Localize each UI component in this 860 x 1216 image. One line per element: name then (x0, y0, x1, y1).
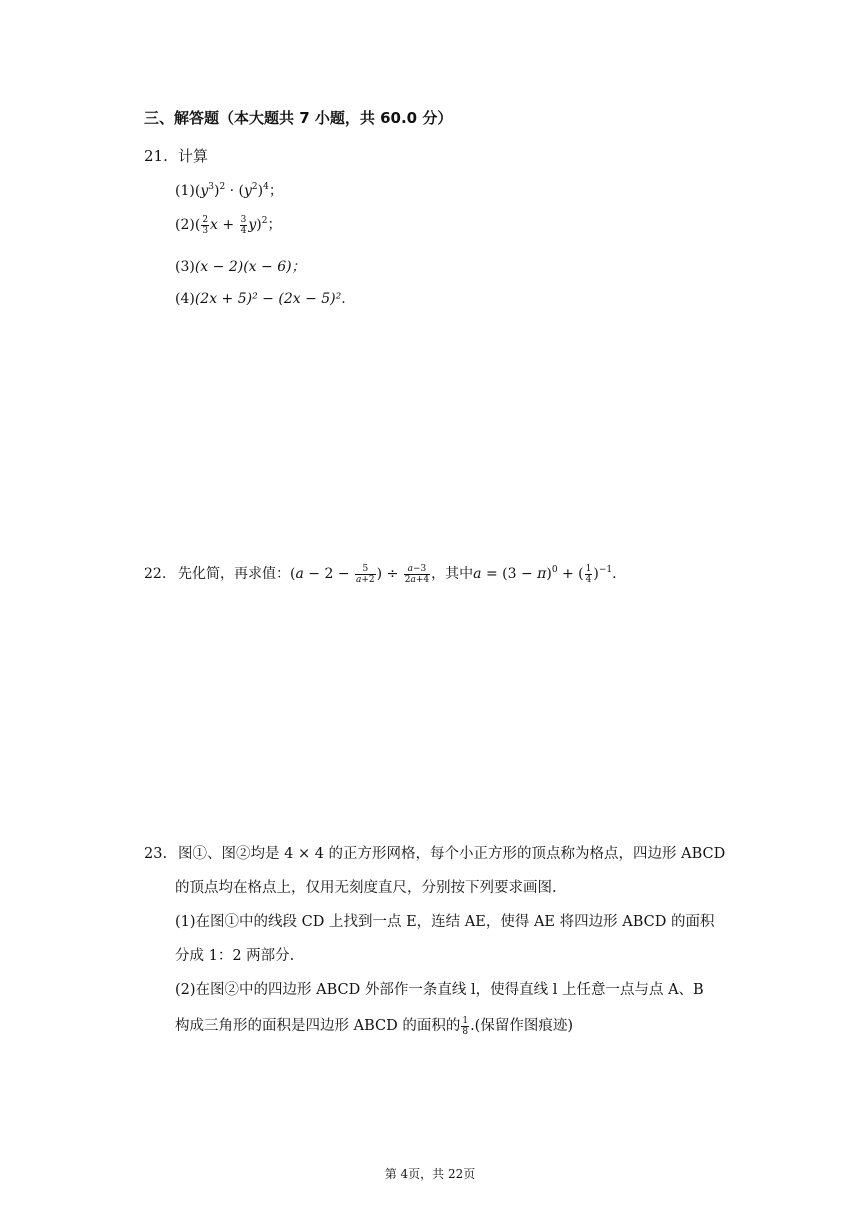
q21-item-4: (4)(2x + 5)² − (2x − 5)². (175, 291, 346, 307)
q23-line-6: 构成三角形的面积是四边形 ABCD 的面积的 $\frac{1}{8}$ .(保留作图痕迹) (175, 1015, 574, 1037)
q21-title: 计算 (178, 147, 209, 165)
q22-number: 22. (144, 566, 167, 582)
q23-number: 23. (144, 846, 168, 862)
section-title: 三、解答题（本大题共 7 小题，共 60.0 分） (144, 109, 453, 127)
q21-item-2: (2)( $\frac{2}{3}$ x + $\frac{3}{4}$ y)$^2$； (175, 214, 282, 236)
q22-text: 22. 先化简，再求值：(a − 2 − $\frac{5}{a+2}$ ) ÷ $\frac{a-3}{2a+4}$ ，其中$a = (3 - \pi)^0$ + ( $\frac{1}{4}$ )$^{-1}$. (144, 563, 617, 585)
q23-line-4: 分成 1：2 两部分. (175, 948, 295, 964)
q21-heading (144, 145, 208, 166)
page-footer: 第 4页，共 22页 (384, 1167, 476, 1181)
q23-line-2: 的顶点均在格点上，仅用无刻度直尺，分别按下列要求画图. (175, 880, 557, 896)
q21-item-1: $(1)(y^3)^2 \cdot (y^2)^4$； (175, 182, 283, 199)
q21-number: 21. (144, 147, 168, 165)
q23-line-1: 23. 图①、图②均是 4 × 4 的正方形网格，每个小正方形的顶点称为格点，四边形 ABCD (144, 846, 726, 862)
q23-line-3: (1)在图①中的线段 CD 上找到一点 E，连结 AE，使得 AE 将四边形 ABCD 的面积 (175, 914, 715, 930)
q21-item-3: (3)(x − 2)(x − 6)； (175, 259, 306, 275)
q23-line-5: (2)在图②中的四边形 ABCD 外部作一条直线 l，使得直线 l 上任意一点与点 A、B (175, 982, 704, 998)
